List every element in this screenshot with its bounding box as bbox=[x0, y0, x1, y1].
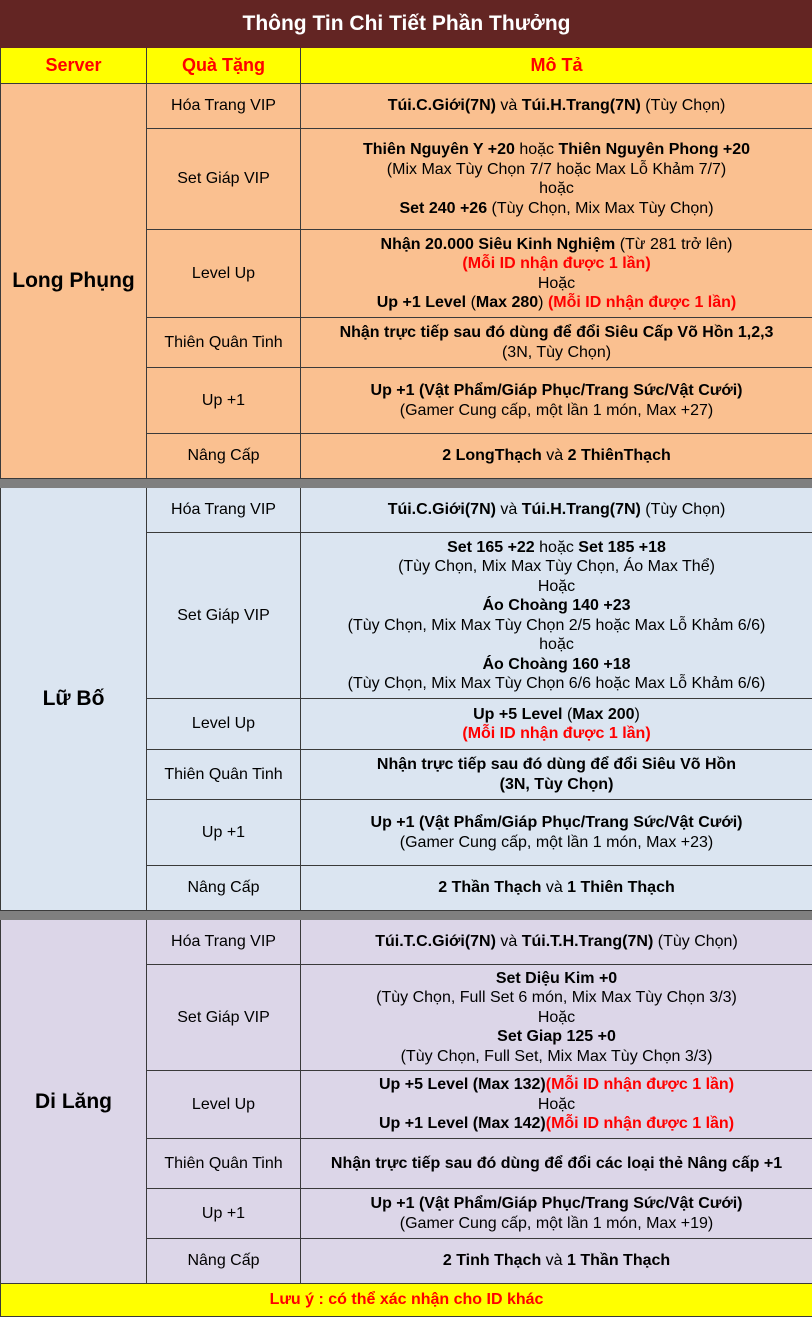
section-divider-cell bbox=[1, 479, 812, 488]
header-server: Server bbox=[1, 48, 147, 84]
description-text: Set Diệu Kim +0 bbox=[496, 970, 617, 987]
description-line bbox=[305, 96, 808, 116]
description-text: và bbox=[541, 1252, 567, 1269]
description-text: Set 240 +26 bbox=[399, 200, 487, 217]
description-text: Túi.T.H.Trang(7N) bbox=[522, 933, 654, 950]
description-line bbox=[305, 1251, 808, 1271]
description-text: Up +1 (Vật Phẩm/Giáp Phục/Trang Sức/Vật Cưới) bbox=[371, 1195, 743, 1212]
description-line bbox=[305, 577, 808, 597]
table-row bbox=[1, 488, 812, 533]
description-text: (Gamer Cung cấp, một lần 1 món, Max +19) bbox=[400, 1215, 713, 1232]
description-text: Set Giap 125 +0 bbox=[497, 1028, 616, 1045]
description-text: Up +5 Level bbox=[379, 1076, 468, 1093]
description-line bbox=[305, 1214, 808, 1234]
description-line bbox=[305, 179, 808, 199]
description-line bbox=[305, 635, 808, 655]
description-text: Max 280 bbox=[476, 294, 538, 311]
description-line bbox=[305, 1047, 808, 1067]
gift-name: Thiên Quân Tinh bbox=[147, 1139, 301, 1189]
highlight-text: (Mỗi ID nhận được 1 lần) bbox=[548, 294, 736, 311]
header-row bbox=[1, 48, 812, 84]
description-text: (Max 132) bbox=[468, 1076, 545, 1093]
table-title: Thông Tin Chi Tiết Phần Thưởng bbox=[1, 1, 812, 48]
description-line bbox=[305, 932, 808, 952]
description bbox=[301, 750, 812, 800]
description bbox=[301, 1239, 812, 1284]
note-row bbox=[1, 1284, 812, 1317]
description bbox=[301, 866, 812, 911]
description-text: (3N, Tùy Chọn) bbox=[502, 344, 611, 361]
description-text: Set 185 +18 bbox=[578, 539, 666, 556]
description-text: (Gamer Cung cấp, một lần 1 món, Max +27) bbox=[400, 402, 713, 419]
description-line bbox=[305, 1194, 808, 1214]
description-text: Túi.H.Trang(7N) bbox=[522, 501, 641, 518]
server-name: Di Lăng bbox=[1, 920, 147, 1284]
description-text: Áo Choàng 160 +18 bbox=[482, 656, 630, 673]
gift-name: Nâng Cấp bbox=[147, 1239, 301, 1284]
description-line bbox=[305, 775, 808, 795]
section-divider-cell bbox=[1, 911, 812, 920]
description bbox=[301, 1189, 812, 1239]
description bbox=[301, 318, 812, 368]
description-text: ) bbox=[635, 706, 640, 723]
table-row bbox=[1, 920, 812, 965]
description-text: ) bbox=[538, 294, 548, 311]
gift-name: Nâng Cấp bbox=[147, 434, 301, 479]
description-line bbox=[305, 833, 808, 853]
description-line bbox=[305, 1075, 808, 1095]
description-text: (Tùy Chọn, Mix Max Tùy Chọn, Áo Max Thể) bbox=[398, 558, 715, 575]
description-line bbox=[305, 500, 808, 520]
description-text: Hoặc bbox=[538, 578, 575, 595]
gift-name: Hóa Trang VIP bbox=[147, 920, 301, 965]
gift-name: Hóa Trang VIP bbox=[147, 488, 301, 533]
section-divider bbox=[1, 911, 812, 920]
description-line bbox=[305, 254, 808, 274]
description-text: (Tùy Chọn, Mix Max Tùy Chọn 6/6 hoặc Max Lỗ Khảm 6/6) bbox=[348, 675, 766, 692]
description-text: và bbox=[541, 879, 567, 896]
description-text: Thiên Nguyên Y +20 bbox=[363, 141, 515, 158]
description-text: Nhận trực tiếp sau đó dùng để đổi Siêu Võ Hồn bbox=[377, 756, 736, 773]
server-name: Lữ Bố bbox=[1, 488, 147, 911]
description-text: 2 ThiênThạch bbox=[568, 447, 671, 464]
description-text: (Tùy Chọn, Full Set 6 món, Mix Max Tùy Chọn 3/3) bbox=[376, 989, 737, 1006]
gift-name: Up +1 bbox=[147, 800, 301, 866]
description bbox=[301, 1139, 812, 1189]
description-line bbox=[305, 1008, 808, 1028]
description-text: Nhận 20.000 Siêu Kinh Nghiệm bbox=[381, 236, 616, 253]
description-text: hoặc bbox=[539, 180, 574, 197]
description-text: Up +1 Level bbox=[379, 1115, 468, 1132]
description-line bbox=[305, 1154, 808, 1174]
description-line bbox=[305, 199, 808, 219]
header-desc: Mô Tả bbox=[301, 48, 812, 84]
section-divider bbox=[1, 479, 812, 488]
description bbox=[301, 920, 812, 965]
description-text: (Max 142) bbox=[468, 1115, 545, 1132]
description-line bbox=[305, 813, 808, 833]
description-text: Nhận trực tiếp sau đó dùng để đổi các loại thẻ Nâng cấp +1 bbox=[331, 1155, 782, 1172]
description bbox=[301, 533, 812, 699]
description-text: (Tùy Chọn) bbox=[653, 933, 737, 950]
gift-name: Level Up bbox=[147, 699, 301, 750]
description-line bbox=[305, 401, 808, 421]
description-line bbox=[305, 323, 808, 343]
description-line bbox=[305, 235, 808, 255]
description-text: 1 Thần Thạch bbox=[567, 1252, 670, 1269]
description-line bbox=[305, 988, 808, 1008]
description-text: hoặc bbox=[535, 539, 579, 556]
description-line bbox=[305, 878, 808, 898]
description-text: hoặc bbox=[515, 141, 559, 158]
description-text: Túi.T.C.Giới(7N) bbox=[375, 933, 496, 950]
description-line bbox=[305, 343, 808, 363]
gift-name: Up +1 bbox=[147, 368, 301, 434]
description-line bbox=[305, 274, 808, 294]
header-gift: Quà Tặng bbox=[147, 48, 301, 84]
description bbox=[301, 434, 812, 479]
description-text: (3N, Tùy Chọn) bbox=[500, 776, 614, 793]
description-text: Túi.C.Giới(7N) bbox=[388, 501, 496, 518]
description-text: Up +1 Level bbox=[377, 294, 466, 311]
description-text: và bbox=[496, 501, 522, 518]
description-text: 2 LongThạch bbox=[442, 447, 542, 464]
gift-name: Hóa Trang VIP bbox=[147, 84, 301, 129]
description-text: Hoặc bbox=[538, 1096, 575, 1113]
description-line bbox=[305, 969, 808, 989]
description-text: (Tùy Chọn, Mix Max Tùy Chọn 2/5 hoặc Max Lỗ Khảm 6/6) bbox=[348, 617, 766, 634]
gift-name: Nâng Cấp bbox=[147, 866, 301, 911]
gift-name: Level Up bbox=[147, 230, 301, 318]
description-line bbox=[305, 705, 808, 725]
description-line bbox=[305, 557, 808, 577]
description-text: 2 Tinh Thạch bbox=[443, 1252, 541, 1269]
description-line bbox=[305, 1095, 808, 1115]
highlight-text: (Mỗi ID nhận được 1 lần) bbox=[546, 1076, 734, 1093]
gift-name: Set Giáp VIP bbox=[147, 965, 301, 1071]
description bbox=[301, 84, 812, 129]
description-line bbox=[305, 724, 808, 744]
description-text: (Tùy Chọn) bbox=[641, 501, 725, 518]
description-line bbox=[305, 538, 808, 558]
gift-name: Thiên Quân Tinh bbox=[147, 750, 301, 800]
gift-name: Thiên Quân Tinh bbox=[147, 318, 301, 368]
description-line bbox=[305, 160, 808, 180]
description-text: (Tùy Chọn) bbox=[641, 97, 725, 114]
description bbox=[301, 1071, 812, 1139]
description-text: Max 200 bbox=[572, 706, 634, 723]
gift-name: Set Giáp VIP bbox=[147, 533, 301, 699]
description-line bbox=[305, 1114, 808, 1134]
gift-name: Set Giáp VIP bbox=[147, 129, 301, 230]
description-line bbox=[305, 755, 808, 775]
highlight-text: (Mỗi ID nhận được 1 lần) bbox=[462, 255, 650, 272]
description-text: và bbox=[496, 933, 522, 950]
description-line bbox=[305, 616, 808, 636]
description-text: Set 165 +22 bbox=[447, 539, 535, 556]
description-text: Hoặc bbox=[538, 1009, 575, 1026]
description bbox=[301, 965, 812, 1071]
description-text: Up +5 Level bbox=[473, 706, 562, 723]
description-text: Túi.C.Giới(7N) bbox=[388, 97, 496, 114]
description-line bbox=[305, 596, 808, 616]
description bbox=[301, 368, 812, 434]
description-text: Túi.H.Trang(7N) bbox=[522, 97, 641, 114]
description bbox=[301, 800, 812, 866]
description-text: Thiên Nguyên Phong +20 bbox=[558, 141, 750, 158]
description-text: hoặc bbox=[539, 636, 574, 653]
description-text: Áo Choàng 140 +23 bbox=[482, 597, 630, 614]
description bbox=[301, 699, 812, 750]
description-text: (Tùy Chọn, Mix Max Tùy Chọn) bbox=[487, 200, 713, 217]
description-line bbox=[305, 381, 808, 401]
description bbox=[301, 129, 812, 230]
title-row bbox=[1, 1, 812, 48]
description bbox=[301, 230, 812, 318]
server-name: Long Phụng bbox=[1, 84, 147, 479]
note-text: Lưu ý : có thể xác nhận cho ID khác bbox=[1, 1284, 812, 1317]
table-row bbox=[1, 84, 812, 129]
description-line bbox=[305, 674, 808, 694]
description-text: 1 Thiên Thạch bbox=[567, 879, 675, 896]
description-text: (Từ 281 trở lên) bbox=[615, 236, 732, 253]
description-text: (Mix Max Tùy Chọn 7/7 hoặc Max Lỗ Khảm 7/7) bbox=[387, 161, 726, 178]
description-text: Up +1 (Vật Phẩm/Giáp Phục/Trang Sức/Vật Cưới) bbox=[371, 814, 743, 831]
description-text: ( bbox=[563, 706, 573, 723]
description-text: 2 Thần Thạch bbox=[438, 879, 541, 896]
description-line bbox=[305, 446, 808, 466]
highlight-text: (Mỗi ID nhận được 1 lần) bbox=[462, 725, 650, 742]
description-text: ( bbox=[466, 294, 476, 311]
description-text: và bbox=[542, 447, 568, 464]
description-text: Up +1 (Vật Phẩm/Giáp Phục/Trang Sức/Vật Cưới) bbox=[371, 382, 743, 399]
description-text: và bbox=[496, 97, 522, 114]
description-text: Hoặc bbox=[538, 275, 575, 292]
highlight-text: (Mỗi ID nhận được 1 lần) bbox=[546, 1115, 734, 1132]
description bbox=[301, 488, 812, 533]
description-line bbox=[305, 1027, 808, 1047]
description-line bbox=[305, 140, 808, 160]
description-line bbox=[305, 655, 808, 675]
description-line bbox=[305, 293, 808, 313]
description-text: Nhận trực tiếp sau đó dùng để đổi Siêu Cấp Võ Hồn 1,2,3 bbox=[340, 324, 774, 341]
description-text: (Gamer Cung cấp, một lần 1 món, Max +23) bbox=[400, 834, 713, 851]
description-text: (Tùy Chọn, Full Set, Mix Max Tùy Chọn 3/3) bbox=[401, 1048, 713, 1065]
gift-name: Level Up bbox=[147, 1071, 301, 1139]
gift-name: Up +1 bbox=[147, 1189, 301, 1239]
